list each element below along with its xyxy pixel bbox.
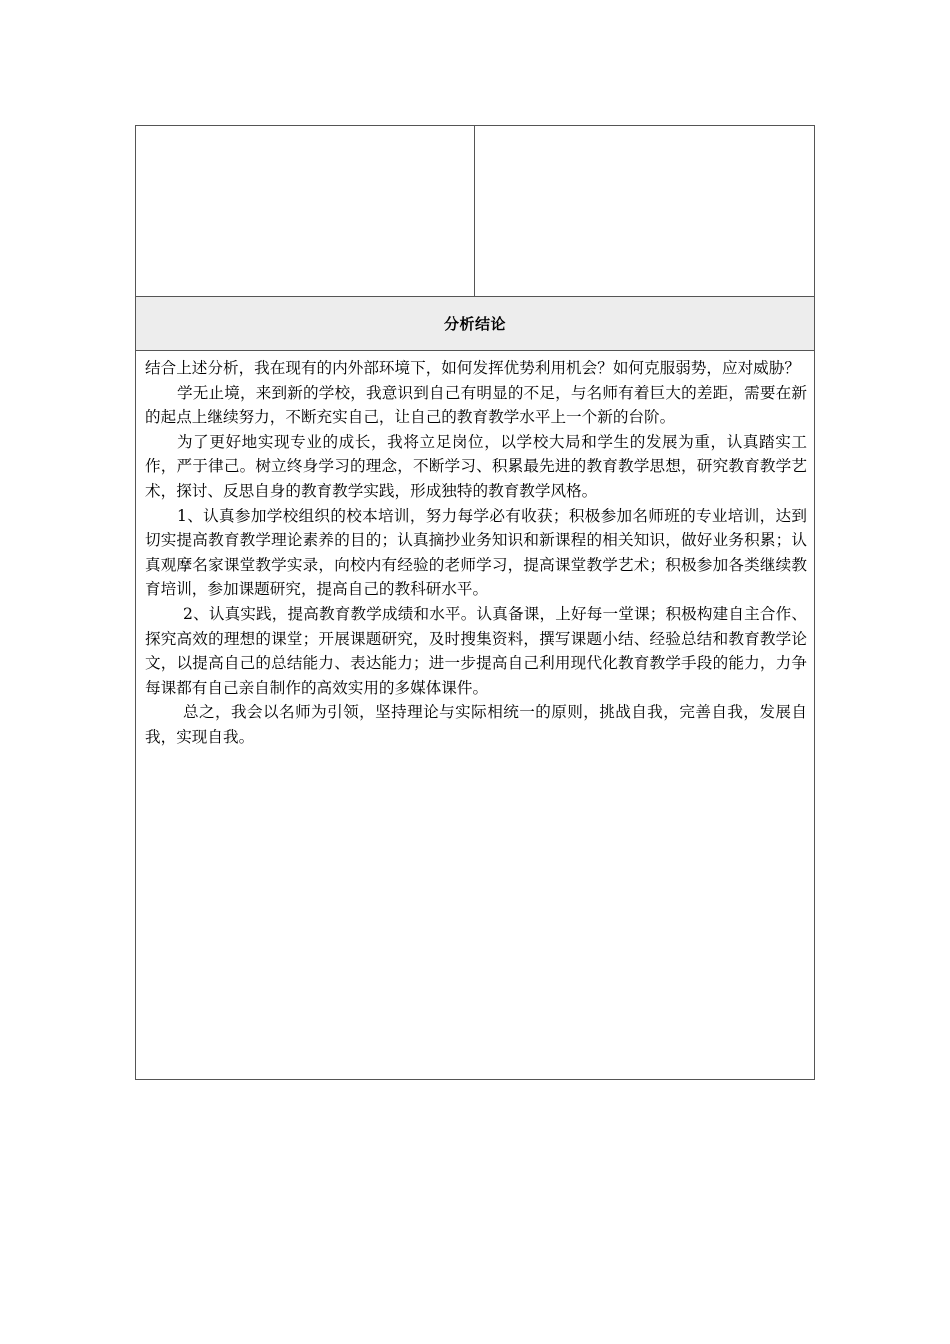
paragraph-learning: 学无止境，来到新的学校，我意识到自己有明显的不足，与名师有着巨大的差距，需要在新的起点上继续努力，不断充实自己，让自己的教育教学水平上一个新的台阶。 [145,383,807,427]
paragraph-item-2: 2、认真实践，提高教育教学成绩和水平。认真备课，上好每一堂课；积极构建自主合作、探究高效的理想的课堂；开展课题研究，及时搜集资料，撰写课题小结、经验总结和教育教学论文，以提高自己的总结能力、表达能力；进一步提高自己利用现代化教育教学手段的能力，力争每课都有自己亲自制作的高效实用的多媒体课件。 [145,604,807,697]
empty-cell-right [475,126,814,296]
empty-cell-left [136,126,475,296]
paragraph-intro: 结合上述分析，我在现有的内外部环境下，如何发挥优势利用机会？如何克服弱势，应对威胁？ [145,359,800,377]
paragraph-summary: 总之，我会以名师为引领，坚持理论与实际相统一的原则，挑战自我，完善自我，发展自我，实现自我。 [145,703,807,746]
paragraph-item-1: 1、认真参加学校组织的校本培训，努力每学必有收获；积极参加名师班的专业培训，达到切实提高教育教学理论素养的目的；认真摘抄业务知识和新课程的相关知识，做好业务积累；认真观摩名家课堂教学实录，向校内有经验的老师学习，提高课堂教学艺术；积极参加各类继续教育培训，参加课题研究，提高自己的教科研水平。 [145,506,807,599]
form-table [135,125,815,1080]
table-top-row [136,126,814,297]
paragraph-growth: 为了更好地实现专业的成长，我将立足岗位，以学校大局和学生的发展为重，认真踏实工作，严于律己。树立终身学习的理念，不断学习、积累最先进的教育教学思想，研究教育教学艺术，探讨、反思自身的教育教学实践，形成独特的教育教学风格。 [145,432,807,500]
analysis-content-cell [136,351,814,1079]
section-header-row [136,297,814,351]
section-header-title: 分析结论 [443,315,506,333]
